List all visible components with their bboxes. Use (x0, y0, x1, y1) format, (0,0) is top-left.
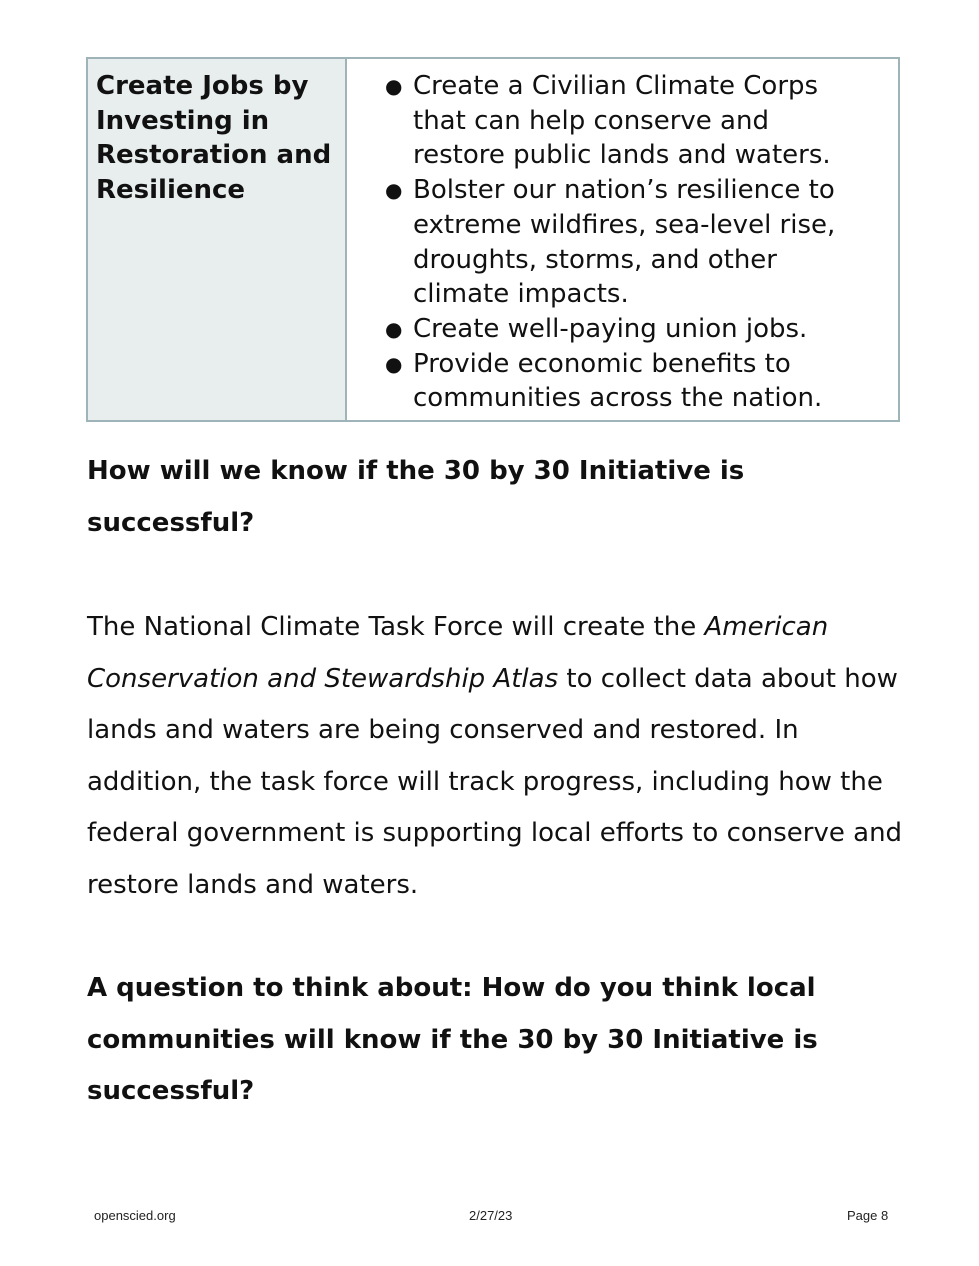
goal-title: Create Jobs by Investing in Restoration and Resilience (96, 71, 332, 205)
bullet-icon: ● (385, 178, 403, 203)
footer-site: openscied.org (94, 1208, 176, 1223)
list-item (385, 173, 898, 312)
list-item-text: Provide economic benefits to communities across the nation. (413, 348, 823, 414)
actions-cell (346, 58, 899, 421)
bullet-icon: ● (385, 316, 403, 341)
footer-page-number: Page 8 (847, 1208, 889, 1223)
section-heading: How will we know if the 30 by 30 Initiative is successful? (87, 456, 745, 538)
section-paragraph (87, 602, 917, 911)
bullet-icon: ● (385, 74, 403, 98)
action-list (347, 59, 898, 416)
bullet-icon: ● (385, 351, 403, 376)
atlas-title: American Conservation and Stewardship Atlas (87, 612, 829, 694)
list-item (385, 312, 898, 347)
goal-table (86, 57, 900, 422)
list-item-text: Create a Civilian Climate Corps that can help conserve and restore public lands and waters. (413, 71, 831, 171)
goal-cell (87, 58, 346, 421)
list-item-text: Create well-paying union jobs. (413, 313, 808, 344)
footer-date: 2/27/23 (469, 1208, 513, 1223)
paragraph-text-end: to collect data about how lands and waters are being conserved and restored. In addition, the task force will track progress, including how the federal government is supporting local efforts to conserve and restore lands and waters. (87, 663, 903, 900)
table-row (87, 58, 899, 421)
list-item-text: Bolster our nation’s resilience to extreme wildfires, sea-level rise, droughts, storms, and other climate impacts. (413, 175, 836, 310)
list-item (385, 69, 898, 173)
list-item (385, 347, 898, 416)
question-heading: A question to think about: How do you think local communities will know if the 30 by 30 Initiative is successful? (87, 973, 818, 1106)
paragraph-text-start: The National Climate Task Force will create the (87, 612, 705, 642)
